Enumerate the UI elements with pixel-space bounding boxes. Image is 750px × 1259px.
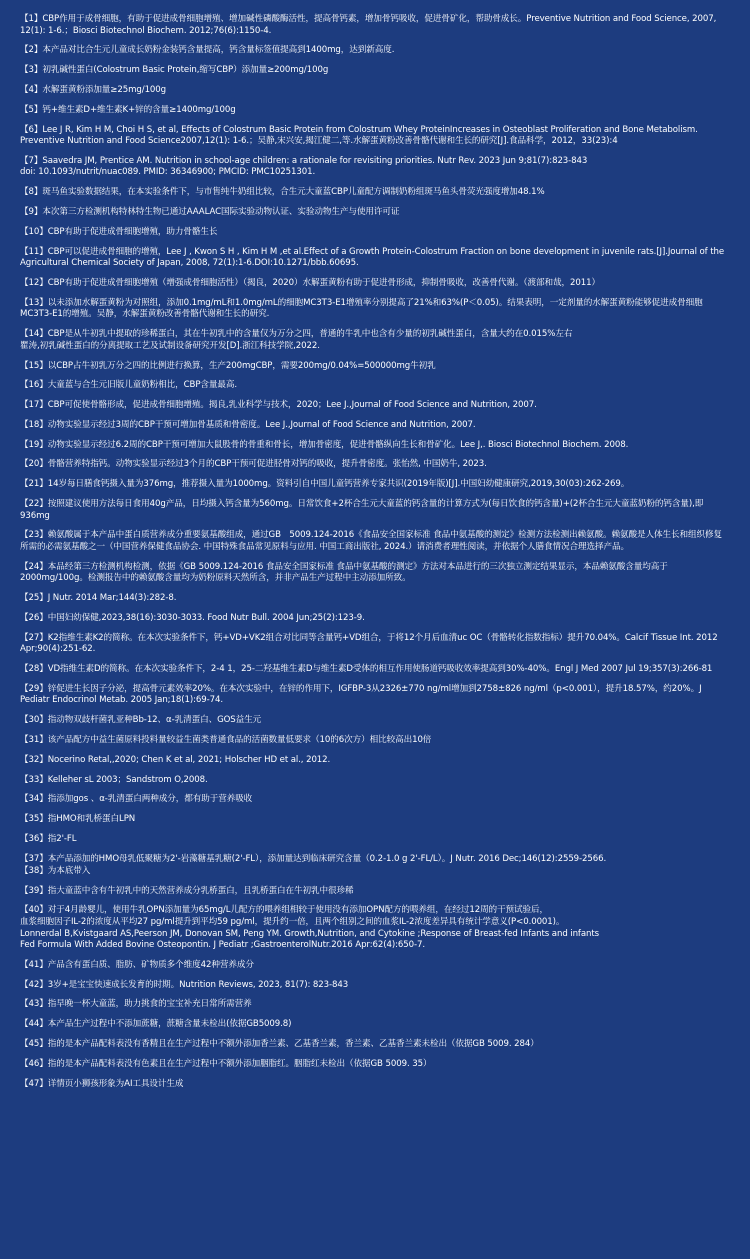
reference-38: 【38】为本底带入 [20,865,91,876]
reference-4: 【4】水解蛋黄粉添加量≥25mg/100g [20,84,167,95]
reference-32: 【32】Nocerino Retal,,2020; Chen K et al, 2021; Holscher HD et al., 2012. [20,754,331,765]
reference-2: 【2】本产品对比合生元儿童成长奶粉金装钙含量提高，钙含量标签值提高到1400mg，达到新高度. [20,45,395,56]
reference-44: 【44】本产品生产过程中不添加蔗糖，蔗糖含量未检出(依据GB5009.8) [20,1019,292,1030]
reference-40: 【40】对于4月龄婴儿，使用牛乳OPN添加量为65mg/L儿配方的喂养组相较于使用没有添加OPN配方的喂养组，在经过12周的干预试验后， 血浆细胞因子IL-2的浓度从平均27 pg/ml提升到平均59 pg/ml，提升约一倍，且两个组别之间的血浆IL-2浓度差异具有统计学意义(P<0.0001)。 Lonnerdal B,Kvistgaard AS,Peerson JM, Donovan SM, Peng YM. Growth,Nutrition, and Cytokine ;Response of Breast-fed Infants and infants Fed Formula With Added Bovine Osteopontin. J Pediatr ;GastroenterolNutr.2016 Apr:62(4):650-7. [20,905,600,951]
reference-8: 【8】斑马鱼实验数据结果，在本实验条件下，与市售纯牛奶组比较，合生元大童蓝CBP儿童配方调制奶粉组斑马鱼头骨荧光强度增加48.1% [20,187,545,198]
reference-41: 【41】产品含有蛋白质、脂肪、矿物质多个维度42种营养成分 [20,959,254,970]
reference-6: 【6】Lee J R, Kim H M, Choi H S, et al, Effects of Colostrum Basic Protein from Colostrum Whey ProteinIncreases in Osteoblast Proliferation and Bone Metabolism. Preventive Nutrition and Food Science2007,12(1): 1-6.；吴静,宋兴安,揭江健二,等.水解蛋黄粉改善骨骼代谢和生长的研究[J].食品科学，2012，33(23):4 [20,124,698,147]
reference-30: 【30】指动物双歧杆菌乳亚种Bb-12、α-乳清蛋白、GOS益生元 [20,715,262,726]
reference-27: 【27】K2指维生素K2的简称。在本次实验条件下，钙+VD+VK2组合对比同等含量钙+VD组合，于将12个月后血清uc OC（骨骼转化指数指标）提升70.04%。Calcif Tissue Int. 2012 Apr;90(4):251-62. [20,632,718,655]
reference-24: 【24】本品经第三方检测机构检测，依据《GB 5009.124-2016 食品安全国家标准 食品中氨基酸的测定》方法对本品进行的三次独立测定结果显示，本品赖氨酸含量均高于2000mg/100g。检测报告中的赖氨酸含量均为奶粉原料天然所含，并非产品生产过程中主动添加所致。 [20,561,668,584]
reference-5: 【5】钙+维生素D+维生素K+锌的含量≥1400mg/100g [20,104,236,115]
reference-13: 【13】以未添加水解蛋黄粉为对照组，添加0.1mg/mL和1.0mg/mL的细胞MC3T3-E1增殖率分别提高了21%和63%(P＜0.05)。结果表明，一定剂量的水解蛋黄粉能够促进成骨细胞MC3T3-E1的增殖。吴静，水解蛋黄粉改善骨骼代谢和生长的研究. [20,297,703,320]
reference-11: 【11】CBP可以促进成骨细胞的增殖，Lee J , Kwon S H , Kim H M ,et al.Effect of a Growth Protein-Colostrum Fraction on bone development in juvenile rats.[J].Journal of the Agricultural Chemical Society of Japan, 2008, 72(1):1-6.DOI:10.1271/bbb.60695. [20,246,725,269]
reference-21: 【21】14岁每日膳食钙摄入量为376mg，推荐摄入量为1000mg。资料引自中国儿童钙营养专家共识(2019年版)[J].中国妇幼健康研究,2019,30(03):262-269。 [20,479,630,490]
reference-14: 【14】CBP是从牛初乳中提取的珍稀蛋白，其在牛初乳中的含量仅为万分之四，普通的牛乳中也含有少量的初乳碱性蛋白，含量大约在0.015%左右 瞿涛,初乳碱性蛋白的分离提取工艺及试制设备研究开发[D].浙江科技学院,2022. [20,329,573,351]
reference-20: 【20】骨骼营养特指钙。动物实验显示经过3个月的CBP干预可促进胫骨对钙的吸收，提升骨密度。张怡然, 中国奶牛, 2023. [20,459,487,470]
reference-45: 【45】指的是本产品配料表没有香精且在生产过程中不额外添加香兰素、乙基香兰素，香兰素、乙基香兰素未检出（依据GB 5009. 284） [20,1039,539,1049]
reference-10: 【10】CBP有助于促进成骨细胞增殖，助力骨骼生长 [20,226,218,237]
reference-46: 【46】指的是本产品配料表没有色素且在生产过程中不额外添加胭脂红。胭脂红未检出（依据GB 5009. 35） [20,1058,432,1069]
reference-37: 【37】本产品添加的HMO母乳低聚糖为2'-岩藻糖基乳糖(2'-FL），添加量达到临床研究含量（0.2-1.0 g 2'-FL/L）。J Nutr. 2016 Dec;146(12):2559-2566. [20,853,607,864]
reference-42: 【42】3岁+是宝宝快速成长发育的时期。Nutrition Reviews, 2023, 81(7): 823-843 [20,979,349,990]
reference-26: 【26】中国妇幼保健,2023,38(16):3030-3033. Food Nutr Bull. 2004 Jun;25(2):123-9. [20,612,365,623]
reference-3: 【3】初乳碱性蛋白(Colostrum Basic Protein,缩写CBP）添加量≥200mg/100g [20,65,329,76]
reference-12: 【12】CBP有助于促进成骨细胞增殖（增强成骨细胞活性）（揭良，2020）水解蛋黄粉有助于促进骨形成，抑制骨吸收，改善骨代谢。（渡部和哉，2011） [20,277,600,288]
reference-list [20,14,728,1090]
reference-23: 【23】赖氨酸属于本产品中蛋白质营养成分重要氨基酸组成，通过GB 5009.124-2016《食品安全国家标准 食品中氨基酸的测定》检测方法检测出赖氨酸。赖氨酸是人体生长和组织修复所需的必需氨基酸之一（中国营养保健食品协会. 中国特殊食品常见原料与应用. 中国工商出版社, 2024.）请消费者理性阅读，并依据个人膳食情况合理选择产品。 [20,530,722,552]
reference-22: 【22】按照建议使用方法每日食用40g产品，日均摄入钙含量为560mg。日常饮食+2杯合生元大童蓝的钙含量的计算方式为(每日饮食的钙含量)+(2杯合生元大童蓝奶粉的钙含量),即936mg [20,498,704,521]
reference-47: 【47】详情页小狮孩形象为AI工具设计生成 [20,1078,184,1089]
reference-7: 【7】Saavedra JM, Prentice AM. Nutrition in school-age children: a rationale for revisiting priorities. Nutr Rev. 2023 Jun 9;81(7):823-843 doi: 10.1093/nutrit/nuac089. PMID: 36346900; PMCID: PMC10251301. [20,155,588,178]
reference-36: 【36】指2'-FL [20,833,77,844]
reference-18: 【18】动物实验显示经过3周的CBP干预可增加骨基质和骨密度。Lee J.,Journal of Food Science and Nutrition, 2007. [20,419,476,430]
reference-33: 【33】Kelleher sL 2003；Sandstrom O,2008. [20,774,208,785]
reference-39: 【39】指大童蓝中含有牛初乳中的天然营养成分乳桥蛋白，且乳桥蛋白在牛初乳中很珍稀 [20,885,354,896]
reference-34: 【34】指添加gos 、α-乳清蛋白两种成分，都有助于营养吸收 [20,794,253,805]
reference-9: 【9】本次第三方检测机构特林特生物已通过AAALAC国际实验动物认证、实验动物生产与使用许可证 [20,207,400,218]
reference-28: 【28】VD指维生素D的简称。在本次实验条件下，2-4 1，25-二羟基维生素D与维生素D受体的相互作用使肠道钙吸收效率提高到30%-40%。Engl J Med 2007 Jul 19;357(3):266-81 [20,664,713,675]
reference-35: 【35】指HMO和乳桥蛋白LPN [20,814,136,825]
reference-16: 【16】大童蓝与合生元旧版儿童奶粉相比，CBP含量最高. [20,380,238,391]
reference-25: 【25】J Nutr. 2014 Mar;144(3):282-8. [20,593,177,604]
reference-17: 【17】CBP可促使骨骼形成，促进成骨细胞增殖。揭良,乳业科学与技术，2020；Lee J.,Journal of Food Science and Nutrition, 2007. [20,400,537,411]
reference-1: 【1】CBP作用于成骨细胞，有助于促进成骨细胞增殖、增加碱性磷酸酶活性，提高骨钙素，增加骨钙吸收，促进骨矿化，帮助骨成长。Preventive Nutrition and Food Science, 2007, 12(1): 1-6.；Biosci Biotechnol Biochem. 2012;76(6):1150-4. [20,14,717,36]
reference-31: 【31】该产品配方中益生菌原料投料量较益生菌类普通食品的活菌数量低要求（10的6次方）相比较高出10倍 [20,734,432,745]
reference-29: 【29】锌促进生长因子分泌，提高骨元素效率20%。在本次实验中，在锌的作用下，IGFBP-3从2326±770 ng/ml增加到2758±826 ng/ml（p<0.001），提升18.57%，约20%。J Pediatr Endocrinol Metab. 2005 Jan;18(1):69-74. [20,683,702,706]
reference-43: 【43】指早晚一杯大童蓝，助力挑食的宝宝补充日常所需营养 [20,999,252,1010]
reference-19: 【19】动物实验显示经过6.2周的CBP干预可增加大鼠股骨的骨重和骨长，增加骨密度，促进骨骼纵向生长和骨矿化。Lee J,. Biosci Biotechnol Biochem. 2008. [20,439,629,450]
reference-15: 【15】以CBP占牛初乳万分之四的比例进行换算，生产200mgCBP，需要200mg/0.04%=500000mg牛初乳 [20,360,436,371]
